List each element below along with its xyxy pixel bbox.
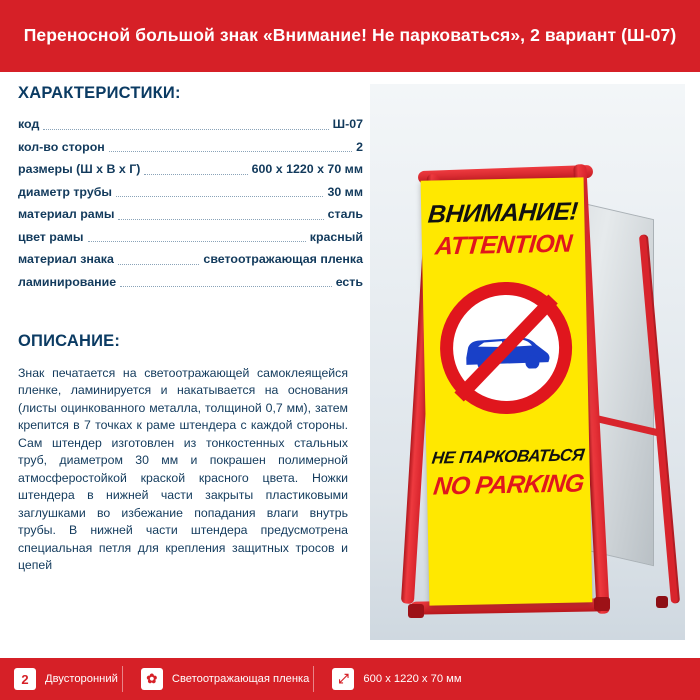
sign-line-attention-ru: ВНИМАНИЕ! xyxy=(426,197,579,229)
spec-key: цвет рамы xyxy=(18,229,84,244)
footer-divider xyxy=(122,666,123,692)
specs-heading: ХАРАКТЕРИСТИКИ: xyxy=(18,84,181,102)
description-heading: ОПИСАНИЕ: xyxy=(18,332,121,350)
spec-key: размеры (Ш х В х Г) xyxy=(18,162,141,176)
specs-list xyxy=(18,117,363,290)
spec-dot-leader xyxy=(116,195,323,197)
dimensions-icon: ⤢ xyxy=(332,668,354,690)
reflective-film-icon: ✿ xyxy=(141,668,163,690)
page-title: Переносной большой знак «Внимание! Не парковаться», 2 вариант (Ш-07) xyxy=(23,25,677,46)
spec-dot-leader xyxy=(109,150,352,152)
spec-value: 600 х 1220 х 70 мм xyxy=(251,162,363,176)
spec-key: диаметр трубы xyxy=(18,184,112,199)
spec-value: 30 мм xyxy=(327,184,363,199)
footer-item-sides xyxy=(0,658,118,700)
spec-value: светоотражающая пленка xyxy=(203,252,363,266)
spec-key: ламинирование xyxy=(18,274,117,289)
spec-value: 2 xyxy=(356,139,363,154)
spec-key: материал знака xyxy=(18,252,114,266)
spec-key: код xyxy=(18,117,40,131)
spec-row xyxy=(18,162,363,178)
a-frame-stand xyxy=(370,84,685,640)
frame-foot xyxy=(656,596,668,608)
spec-dot-leader xyxy=(144,173,247,175)
spec-row xyxy=(18,252,363,268)
footer-item-dimensions xyxy=(318,658,461,700)
footer-item-label: Светоотражающая пленка xyxy=(171,673,310,685)
spec-key: материал рамы xyxy=(18,207,115,221)
spec-dot-leader xyxy=(43,128,328,130)
sign-line-noparking-en: NO PARKING xyxy=(431,469,586,501)
frame-foot xyxy=(408,604,424,618)
sides-count-icon: 2 xyxy=(14,668,36,690)
spec-key: кол-во сторон xyxy=(18,139,105,154)
sign-line-attention-en: ATTENTION xyxy=(433,229,573,261)
spec-value: Ш-07 xyxy=(332,117,363,131)
left-column xyxy=(18,84,363,574)
prohibition-slash-icon xyxy=(433,275,580,422)
spec-value: есть xyxy=(335,274,363,289)
footer-bar xyxy=(0,658,700,700)
spec-value: красный xyxy=(309,229,363,244)
spec-dot-leader xyxy=(120,285,332,287)
footer-divider xyxy=(313,666,314,692)
spec-dot-leader xyxy=(88,240,306,242)
spec-row xyxy=(18,207,363,223)
footer-item-label: Двусторонний xyxy=(45,673,118,685)
spec-row xyxy=(18,230,363,246)
page-header xyxy=(0,0,700,72)
spec-row xyxy=(18,275,363,291)
sign-line-noparking-ru: НЕ ПАРКОВАТЬСЯ xyxy=(430,445,586,468)
description-text: Знак печатается на светоотражающей самоклеящейся пленке, ламинируется и накатывается на основания (листы оцинкованного металла, толщиной 0,7 мм), затем крепится в 7 точках к раме штендера с каждой стороны. Сам штендер изготовлен из тонкостенных стальных труб, диаметром 30 мм и покрашен полимерной атмосферостойкой краской красного цвета. Ножки штендера в нижней части закрыты пластиковыми заглушками во избежание попадания влаги внутрь трубы. В нижней части штендера предусмотрена специальная петля для крепления защитных тросов и цепей xyxy=(18,366,348,572)
spec-dot-leader xyxy=(118,218,323,220)
spec-value: сталь xyxy=(327,207,363,221)
product-photo xyxy=(370,84,685,640)
frame-foot xyxy=(594,597,610,611)
footer-item-material xyxy=(127,658,310,700)
spec-row xyxy=(18,140,363,156)
spec-row xyxy=(18,117,363,133)
spec-dot-leader xyxy=(118,263,200,265)
footer-item-label: 600 х 1220 х 70 мм xyxy=(363,673,462,685)
spec-row xyxy=(18,185,363,201)
warning-sign-panel xyxy=(421,177,593,605)
